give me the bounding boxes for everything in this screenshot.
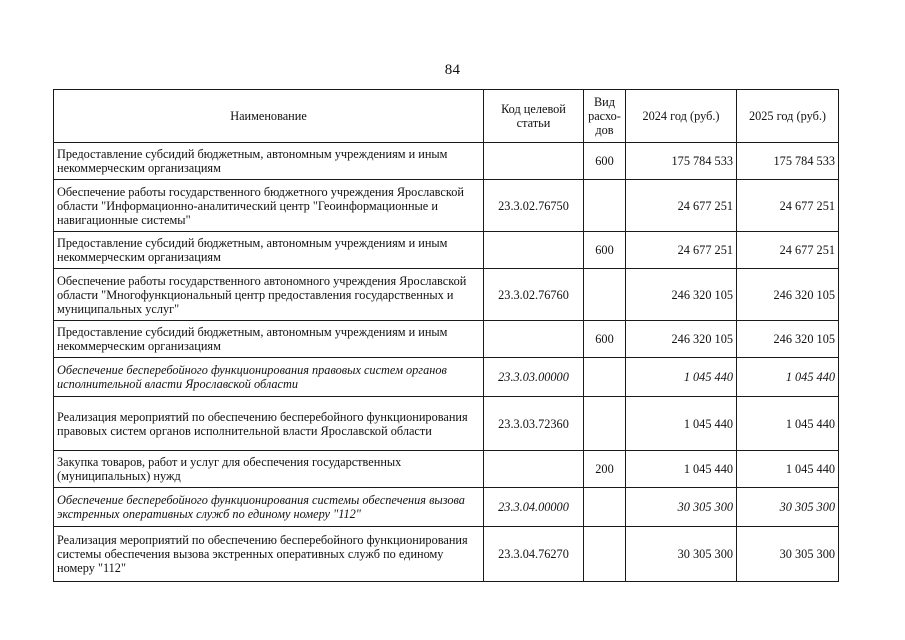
cell-2024: 24 677 251 [626,180,737,232]
table-row [54,488,839,527]
page-number: 84 [444,62,461,78]
table-row [54,397,839,451]
header-kind: Вид расхо-дов [584,90,626,143]
header-2024: 2024 год (руб.) [626,90,737,143]
cell-code [484,321,584,358]
cell-2025: 1 045 440 [737,397,839,451]
budget-table [53,89,839,582]
cell-name: Предоставление субсидий бюджетным, автономным учреждениям и иным некоммерческим организациям [54,143,484,180]
cell-kind [584,180,626,232]
table-row [54,527,839,582]
cell-name: Реализация мероприятий по обеспечению бесперебойного функционирования правовых систем органов исполнительной власти Ярославской области [54,397,484,451]
cell-2025: 1 045 440 [737,358,839,397]
cell-kind [584,358,626,397]
cell-name: Предоставление субсидий бюджетным, автономным учреждениям и иным некоммерческим организациям [54,321,484,358]
cell-2025: 24 677 251 [737,232,839,269]
table-row [54,321,839,358]
header-code: Код целевой статьи [484,90,584,143]
cell-2024: 175 784 533 [626,143,737,180]
cell-code: 23.3.02.76750 [484,180,584,232]
cell-name: Реализация мероприятий по обеспечению бесперебойного функционирования системы обеспечения вызова экстренных оперативных служб по единому номеру "112" [54,527,484,582]
cell-2024: 1 045 440 [626,358,737,397]
cell-2024: 1 045 440 [626,451,737,488]
cell-name: Закупка товаров, работ и услуг для обеспечения государственных (муниципальных) нужд [54,451,484,488]
cell-name: Обеспечение работы государственного бюджетного учреждения Ярославской области "Информационно-аналитический центр "Геоинформационные и навигационные системы" [54,180,484,232]
table-row [54,180,839,232]
cell-name: Обеспечение бесперебойного функционирования правовых систем органов исполнительной власти Ярославской области [54,358,484,397]
cell-kind [584,269,626,321]
cell-2025: 30 305 300 [737,488,839,527]
cell-code: 23.3.02.76760 [484,269,584,321]
table-row [54,269,839,321]
cell-kind [584,397,626,451]
cell-code: 23.3.03.72360 [484,397,584,451]
cell-code: 23.3.03.00000 [484,358,584,397]
table-header [54,90,839,143]
table-row [54,143,839,180]
cell-2024: 1 045 440 [626,397,737,451]
cell-kind: 600 [584,321,626,358]
cell-2025: 246 320 105 [737,321,839,358]
cell-kind [584,527,626,582]
table-row [54,358,839,397]
cell-code [484,232,584,269]
cell-code [484,451,584,488]
cell-2024: 30 305 300 [626,527,737,582]
header-name: Наименование [54,90,484,143]
cell-2025: 175 784 533 [737,143,839,180]
cell-2025: 24 677 251 [737,180,839,232]
cell-name: Обеспечение работы государственного автономного учреждения Ярославской области "Многофункциональный центр предоставления государственных и муниципальных услуг" [54,269,484,321]
cell-2025: 30 305 300 [737,527,839,582]
cell-2025: 1 045 440 [737,451,839,488]
header-row [54,90,839,143]
cell-kind [584,488,626,527]
cell-code: 23.3.04.76270 [484,527,584,582]
header-2025: 2025 год (руб.) [737,90,839,143]
cell-code: 23.3.04.00000 [484,488,584,527]
cell-code [484,143,584,180]
table-row [54,451,839,488]
table-row [54,232,839,269]
cell-2024: 30 305 300 [626,488,737,527]
cell-kind: 600 [584,143,626,180]
cell-2025: 246 320 105 [737,269,839,321]
cell-name: Предоставление субсидий бюджетным, автономным учреждениям и иным некоммерческим организациям [54,232,484,269]
cell-2024: 246 320 105 [626,269,737,321]
cell-name: Обеспечение бесперебойного функционирования системы обеспечения вызова экстренных оперативных служб по единому номеру "112" [54,488,484,527]
cell-kind: 600 [584,232,626,269]
cell-2024: 246 320 105 [626,321,737,358]
table-body [54,143,839,582]
cell-2024: 24 677 251 [626,232,737,269]
cell-kind: 200 [584,451,626,488]
